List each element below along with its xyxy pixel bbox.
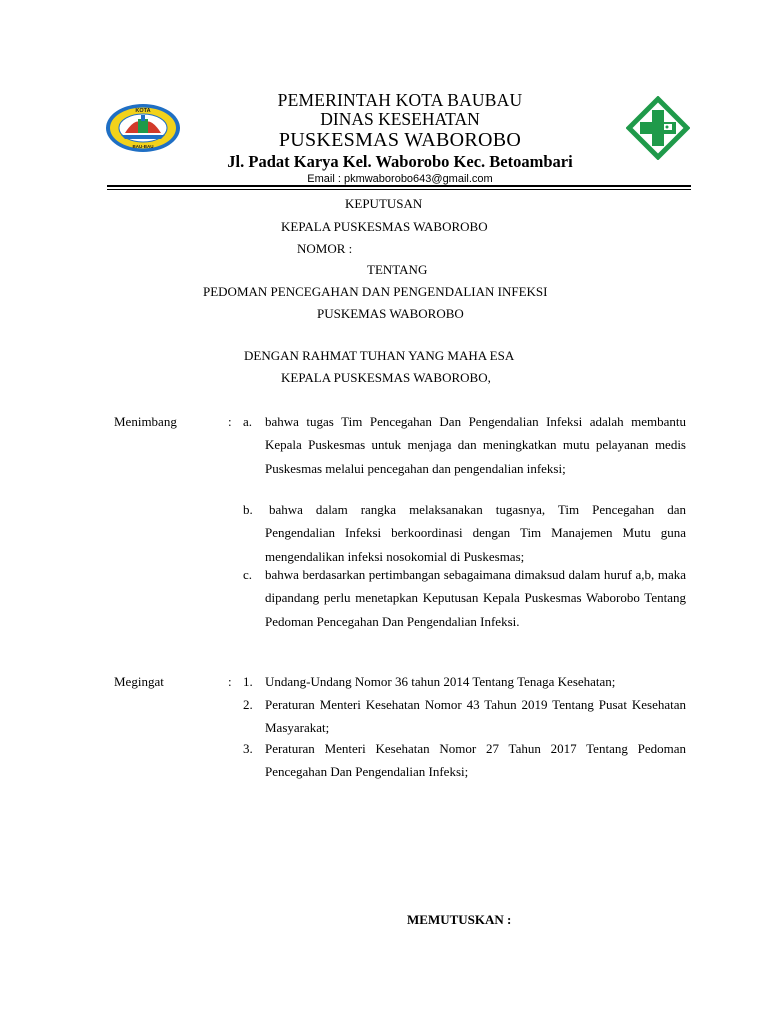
logo-text-top: KOTA xyxy=(135,108,151,114)
letterhead xyxy=(190,91,610,186)
mengingat-item-3: Peraturan Menteri Kesehatan Nomor 27 Tahun 2017 Tentang Pedoman Pencegahan Dan Pengendalian Infeksi; xyxy=(265,741,686,780)
nomor: NOMOR : xyxy=(297,241,353,256)
preamble-line-2: KEPALA PUSKESMAS WABOROBO, xyxy=(281,370,491,385)
menimbang-item-b: bahwa dalam rangka melaksanakan tugasnya, Tim Pencegahan dan Pengendalian Infeksi berkoordinasi dengan Tim Manajemen Mutu guna mengendalikan infeksi nosokomial di Puskesmas; xyxy=(265,502,686,564)
puskesmas-logo xyxy=(626,96,690,160)
department-name: DINAS KESEHATAN xyxy=(320,109,480,129)
item-marker: a. xyxy=(243,414,253,429)
mengingat-item-2: Peraturan Menteri Kesehatan Nomor 43 Tahun 2019 Tentang Pusat Kesehatan Masyarakat; xyxy=(265,697,686,736)
kota-baubau-logo xyxy=(105,103,181,153)
subject-line-1: PEDOMAN PENCEGAHAN DAN PENGENDALIAN INFEKSI xyxy=(203,284,548,299)
item-marker: 1. xyxy=(243,674,253,689)
issuer: KEPALA PUSKESMAS WABOROBO xyxy=(281,219,488,234)
letterhead-divider-thin xyxy=(107,189,691,190)
menimbang-item-a: bahwa tugas Tim Pencegahan Dan Pengendalian Infeksi adalah membantu Kepala Puskesmas untuk menjaga dan meningkatkan mutu pelayanan medis Puskesmas melalui pencegahan dan pengendalian infeksi; xyxy=(265,414,686,476)
menimbang-item-c: bahwa berdasarkan pertimbangan sebagaimana dimaksud dalam huruf a,b, maka dipandang perlu menetapkan Keputusan Kepala Puskesmas Waborobo Tentang Pedoman Pencegahan Dan Pengendalian Infeksi. xyxy=(265,567,686,629)
item-marker: b. xyxy=(243,502,253,517)
mengingat-item-1: Undang-Undang Nomor 36 tahun 2014 Tentang Tenaga Kesehatan; xyxy=(265,674,616,689)
mengingat-colon: : xyxy=(228,674,232,689)
institution-name: PUSKESMAS WABOROBO xyxy=(278,129,522,151)
email: Email : pkmwaborobo643@gmail.com xyxy=(307,173,493,185)
memutuskan-heading: MEMUTUSKAN : xyxy=(407,912,512,927)
item-marker: 3. xyxy=(243,741,253,756)
preamble-line-1: DENGAN RAHMAT TUHAN YANG MAHA ESA xyxy=(244,348,515,363)
logo-text-bottom: BAU-BAU xyxy=(132,144,154,149)
letterhead-divider-thick xyxy=(107,185,691,187)
government-name: PEMERINTAH KOTA BAUBAU xyxy=(277,90,523,110)
item-marker: c. xyxy=(243,567,253,582)
menimbang-label: Menimbang xyxy=(114,414,177,429)
address: Jl. Padat Karya Kel. Waborobo Kec. Betoambari xyxy=(227,152,573,171)
subject-line-2: PUSKEMAS WABOROBO xyxy=(317,306,464,321)
tentang: TENTANG xyxy=(367,262,428,277)
mengingat-label: Megingat xyxy=(114,674,164,689)
menimbang-colon: : xyxy=(228,414,232,429)
doc-type: KEPUTUSAN xyxy=(345,196,423,211)
item-marker: 2. xyxy=(243,697,253,712)
